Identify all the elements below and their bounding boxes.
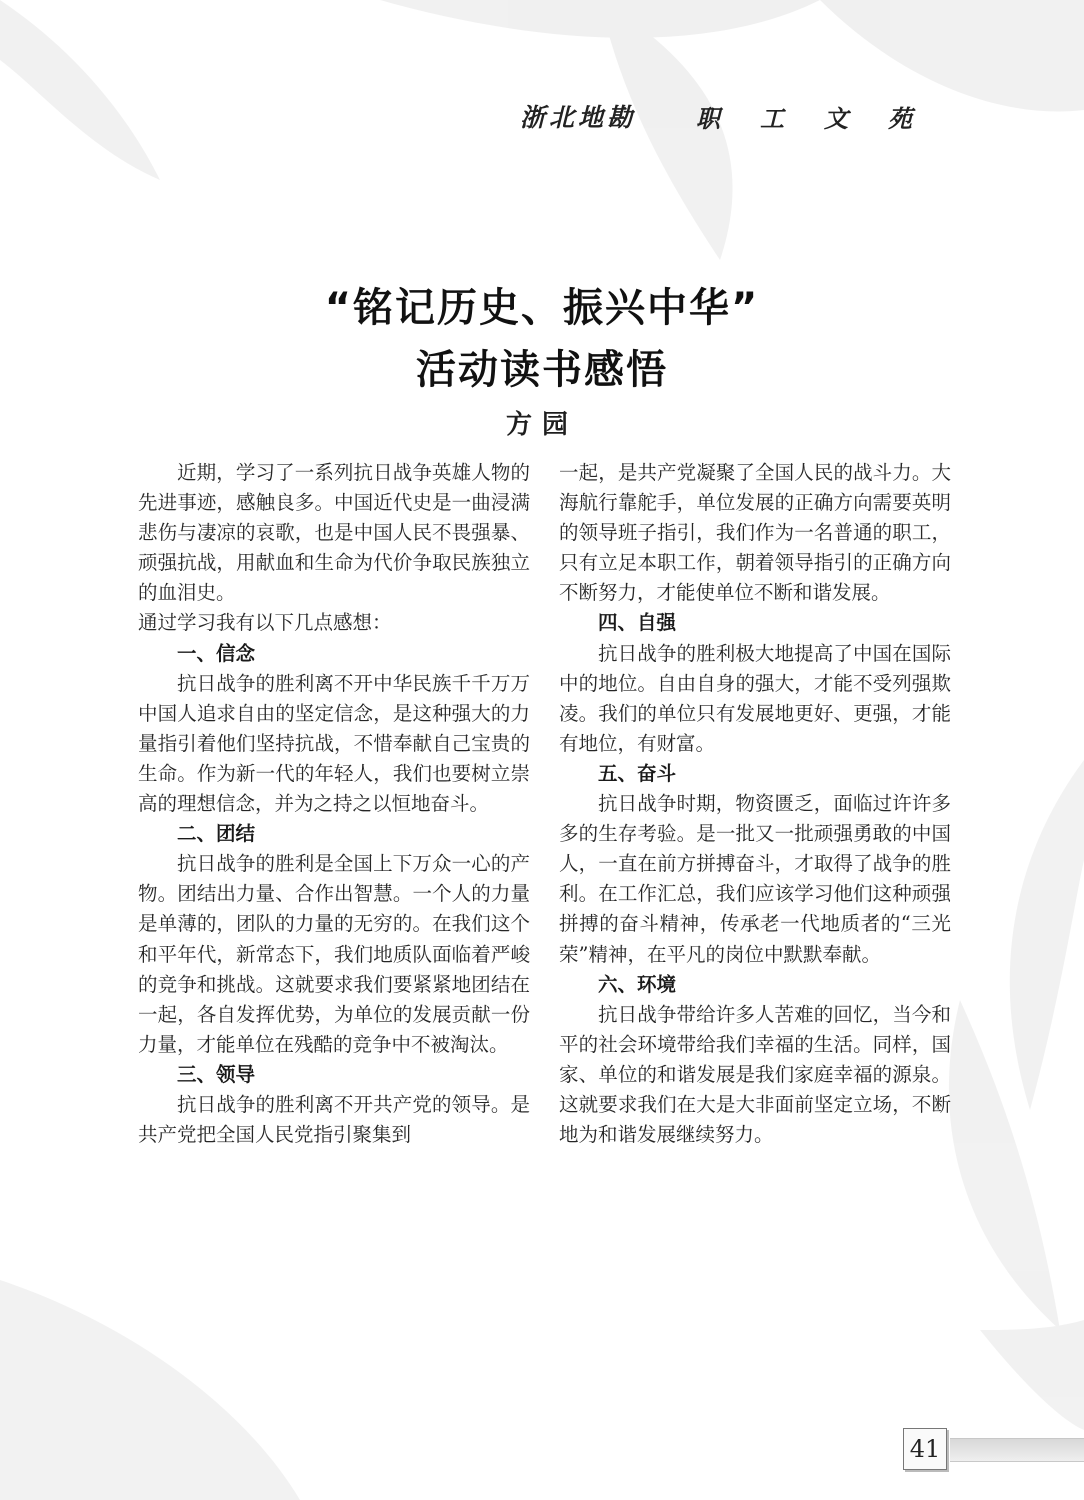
section-heading: 五、奋斗 xyxy=(598,761,677,785)
section-char: 文 xyxy=(824,104,849,133)
left-column xyxy=(138,458,530,1150)
journal-org-name: 浙北地勘 xyxy=(520,103,637,132)
section-heading: 一、信念 xyxy=(177,641,256,665)
page-number: 41 xyxy=(903,1428,947,1470)
section-char: 苑 xyxy=(888,104,913,133)
section-body: 抗日战争的胜利离不开共产党的领导。是共产党把全国人民党指引聚集到 xyxy=(138,1092,530,1147)
section-heading: 四、自强 xyxy=(598,611,677,635)
journal-header xyxy=(520,96,950,136)
article-title-line-2: 活动读书感悟 xyxy=(416,347,668,393)
section-body-continued: 一起，是共产党凝聚了全国人民的战斗力。大海航行靠舵手，单位发展的正确方向需要英明的领导班子指引，我们作为一名普通的职工，只有立足本职工作，朝着领导指引的正确方向不断努力，才能使单位不断和谐发展。 xyxy=(559,461,951,605)
section-char: 工 xyxy=(760,104,785,133)
section-heading: 二、团结 xyxy=(177,822,256,846)
section-heading: 三、领导 xyxy=(177,1062,256,1086)
section-body: 抗日战争的胜利极大地提高了中国在国际中的地位。自由自身的强大，才能不受列强欺凌。我们的单位只有发展地更好、更强，才能有地位，有财富。 xyxy=(559,641,951,755)
intro-paragraph: 近期，学习了一系列抗日战争英雄人物的先进事迹，感触良多。中国近代史是一曲浸满悲伤与凄凉的哀歌，也是中国人民不畏强暴、顽强抗战，用献血和生命为代价争取民族独立的血泪史。 xyxy=(138,461,530,605)
intro-paragraph: 通过学习我有以下几点感想： xyxy=(138,611,392,635)
section-body: 抗日战争的胜利离不开中华民族千千万万中国人追求自由的坚定信念，是这种强大的力量指引着他们坚持抗战，不惜奉献自己宝贵的生命。作为新一代的年轻人，我们也要树立崇高的理想信念，并为之持之以恒地奋斗。 xyxy=(138,671,530,816)
right-column xyxy=(559,458,951,1150)
section-heading: 六、环境 xyxy=(598,972,677,996)
section-body: 抗日战争时期，物资匮乏，面临过许许多多的生存考验。是一批又一批顽强勇敢的中国人，一直在前方拼搏奋斗，才取得了战争的胜利。在工作汇总，我们应该学习他们这种顽强拼搏的奋斗精神，传承老一代地质者的“三光荣”精神，在平凡的岗位中默默奉献。 xyxy=(559,792,951,966)
page-number-bar xyxy=(950,1438,1084,1462)
article-title-line-1: “铭记历史、振兴中华” xyxy=(324,285,760,331)
section-char: 职 xyxy=(696,104,721,133)
section-body: 抗日战争带给许多人苦难的回忆，当今和平的社会环境带给我们幸福的生活。同样，国家、单位的和谐发展是我们家庭幸福的源泉。这就要求我们在大是大非面前坚定立场，不断地为和谐发展继续努力。 xyxy=(559,1002,951,1147)
section-body: 抗日战争的胜利是全国上下万众一心的产物。团结出力量、合作出智慧。一个人的力量是单薄的，团队的力量的无穷的。在我们这个和平年代，新常态下，我们地质队面临着严峻的竞争和挑战。这就要求我们要紧紧地团结在一起，各自发挥优势，为单位的发展贡献一份力量，才能单位在残酷的竞争中不被淘汰。 xyxy=(138,852,530,1056)
section-name xyxy=(676,99,932,134)
article-author: 方园 xyxy=(505,410,578,440)
